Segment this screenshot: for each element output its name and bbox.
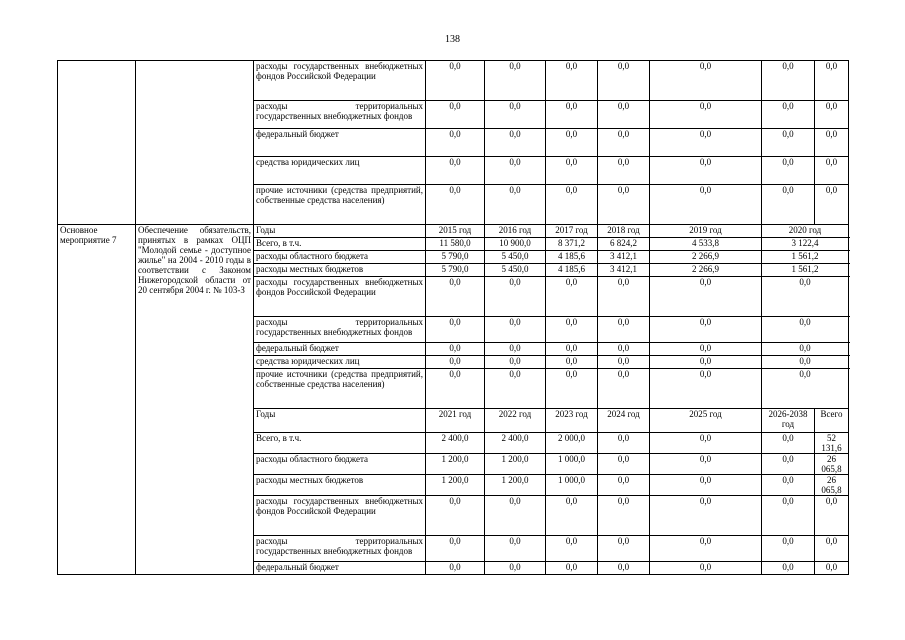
row-label: расходы областного бюджета [254, 251, 426, 264]
year-header: 2018 год [598, 225, 650, 238]
value-cell: 0,0 [546, 536, 598, 562]
value-cell: 0,0 [815, 61, 849, 101]
year-header: 2015 год [426, 225, 485, 238]
value-cell: 0,0 [598, 343, 650, 356]
value-cell: 5 790,0 [426, 264, 485, 277]
value-cell: 0,0 [650, 101, 762, 129]
value-cell: 0,0 [762, 536, 815, 562]
value-cell: 10 900,0 [485, 238, 546, 251]
value-cell: 0,0 [762, 475, 815, 496]
value-cell: 5 450,0 [485, 251, 546, 264]
value-cell: 0,0 [426, 536, 485, 562]
value-cell: 0,0 [762, 129, 815, 157]
value-cell: 0,0 [426, 369, 485, 409]
value-cell: 0,0 [598, 185, 650, 225]
value-cell: 0,0 [815, 562, 849, 575]
value-cell: 2 400,0 [485, 433, 546, 454]
value-cell: 0,0 [815, 536, 849, 562]
value-cell: 0,0 [650, 562, 762, 575]
value-cell: 0,0 [598, 157, 650, 185]
value-cell: 0,0 [546, 101, 598, 129]
value-cell: 0,0 [426, 343, 485, 356]
value-cell: 0,0 [598, 433, 650, 454]
value-cell: 0,0 [598, 496, 650, 536]
value-cell: 26 065,8 [815, 454, 849, 475]
value-cell: 0,0 [598, 101, 650, 129]
value-cell: 0,0 [426, 562, 485, 575]
value-cell: 0,0 [650, 343, 762, 356]
value-cell: 0,0 [546, 343, 598, 356]
value-cell: 0,0 [815, 157, 849, 185]
value-cell: 0,0 [650, 475, 762, 496]
value-cell: 0,0 [426, 356, 485, 369]
year-header: 2016 год [485, 225, 546, 238]
row-label: расходы территориальных государственных внебюджетных фондов [254, 101, 426, 129]
value-cell: 0,0 [650, 369, 762, 409]
value-cell: 0,0 [650, 356, 762, 369]
row-label: прочие источники (средства предприятий, собственные средства населения) [254, 185, 426, 225]
value-cell: 0,0 [426, 496, 485, 536]
row-label: федеральный бюджет [254, 343, 426, 356]
value-cell: 0,0 [650, 157, 762, 185]
value-cell: 26 065,8 [815, 475, 849, 496]
measure-name: Основное мероприятие 7 [58, 225, 136, 575]
row-label: расходы государственных внебюджетных фондов Российской Федерации [254, 61, 426, 101]
value-cell: 0,0 [426, 277, 485, 317]
value-cell: 0,0 [485, 277, 546, 317]
empty-cell [58, 61, 136, 225]
value-cell: 3 412,1 [598, 251, 650, 264]
value-cell: 0,0 [650, 433, 762, 454]
value-cell: 1 561,2 [762, 251, 849, 264]
value-cell: 0,0 [485, 101, 546, 129]
row-label: федеральный бюджет [254, 129, 426, 157]
row-label: средства юридических лиц [254, 157, 426, 185]
value-cell: 0,0 [546, 369, 598, 409]
value-cell: 0,0 [650, 454, 762, 475]
table-body [58, 61, 849, 575]
value-cell: 0,0 [650, 185, 762, 225]
year-header: 2020 год [762, 225, 849, 238]
value-cell: 0,0 [546, 157, 598, 185]
value-cell: 0,0 [762, 277, 849, 317]
row-label: расходы областного бюджета [254, 454, 426, 475]
value-cell: 4 185,6 [546, 264, 598, 277]
value-cell: 0,0 [485, 496, 546, 536]
table-row [58, 225, 849, 238]
year-header: 2019 год [650, 225, 762, 238]
value-cell: 0,0 [762, 157, 815, 185]
value-cell: 1 561,2 [762, 264, 849, 277]
value-cell: 0,0 [815, 496, 849, 536]
row-label: расходы местных бюджетов [254, 264, 426, 277]
funding-table [57, 60, 849, 575]
value-cell: 5 450,0 [485, 264, 546, 277]
value-cell: 0,0 [485, 356, 546, 369]
value-cell: 1 000,0 [546, 454, 598, 475]
value-cell: 2 000,0 [546, 433, 598, 454]
value-cell: 1 200,0 [485, 454, 546, 475]
year-header: Всего [815, 409, 849, 433]
value-cell: 0,0 [598, 61, 650, 101]
row-label: расходы территориальных государственных внебюджетных фондов [254, 536, 426, 562]
value-cell: 0,0 [546, 185, 598, 225]
years-label: Годы [254, 225, 426, 238]
value-cell: 0,0 [546, 562, 598, 575]
value-cell: 1 000,0 [546, 475, 598, 496]
value-cell: 0,0 [815, 101, 849, 129]
value-cell: 0,0 [650, 277, 762, 317]
value-cell: 0,0 [485, 369, 546, 409]
value-cell: 0,0 [598, 475, 650, 496]
value-cell: 0,0 [485, 157, 546, 185]
value-cell: 0,0 [762, 562, 815, 575]
value-cell: 0,0 [762, 454, 815, 475]
value-cell: 1 200,0 [426, 475, 485, 496]
value-cell: 0,0 [546, 356, 598, 369]
value-cell: 5 790,0 [426, 251, 485, 264]
year-header: 2021 год [426, 409, 485, 433]
value-cell: 2 266,9 [650, 264, 762, 277]
value-cell: 8 371,2 [546, 238, 598, 251]
value-cell: 0,0 [650, 61, 762, 101]
value-cell: 0,0 [426, 61, 485, 101]
value-cell: 0,0 [650, 129, 762, 157]
year-header: 2017 год [546, 225, 598, 238]
value-cell: 0,0 [485, 317, 546, 343]
value-cell: 2 400,0 [426, 433, 485, 454]
row-label: средства юридических лиц [254, 356, 426, 369]
value-cell: 0,0 [762, 433, 815, 454]
value-cell: 0,0 [762, 369, 849, 409]
value-cell: 0,0 [762, 496, 815, 536]
value-cell: 52 131,6 [815, 433, 849, 454]
value-cell: 0,0 [598, 356, 650, 369]
row-label: расходы государственных внебюджетных фондов Российской Федерации [254, 496, 426, 536]
value-cell: 0,0 [485, 185, 546, 225]
value-cell: 3 122,4 [762, 238, 849, 251]
row-label: расходы территориальных государственных внебюджетных фондов [254, 317, 426, 343]
row-label: прочие источники (средства предприятий, собственные средства населения) [254, 369, 426, 409]
value-cell: 0,0 [485, 61, 546, 101]
value-cell: 1 200,0 [426, 454, 485, 475]
value-cell: 0,0 [485, 536, 546, 562]
value-cell: 3 412,1 [598, 264, 650, 277]
value-cell: 0,0 [815, 185, 849, 225]
value-cell: 0,0 [546, 317, 598, 343]
value-cell: 0,0 [546, 61, 598, 101]
value-cell: 1 200,0 [485, 475, 546, 496]
value-cell: 0,0 [598, 129, 650, 157]
value-cell: 0,0 [650, 536, 762, 562]
value-cell: 4 185,6 [546, 251, 598, 264]
value-cell: 0,0 [762, 356, 849, 369]
value-cell: 0,0 [485, 562, 546, 575]
empty-cell [136, 61, 254, 225]
value-cell: 2 266,9 [650, 251, 762, 264]
value-cell: 0,0 [598, 454, 650, 475]
row-label: Всего, в т.ч. [254, 433, 426, 454]
value-cell: 0,0 [485, 129, 546, 157]
value-cell: 0,0 [546, 496, 598, 536]
years-label: Годы [254, 409, 426, 433]
year-header: 2022 год [485, 409, 546, 433]
row-label: расходы государственных внебюджетных фондов Российской Федерации [254, 277, 426, 317]
value-cell: 0,0 [650, 317, 762, 343]
value-cell: 0,0 [546, 277, 598, 317]
year-header: 2024 год [598, 409, 650, 433]
year-header: 2025 год [650, 409, 762, 433]
value-cell: 0,0 [426, 185, 485, 225]
measure-description: Обеспечение обязательств, принятых в рамках ОЦП "Молодой семье - доступное жилье" на 2004 - 2010 годы в соответствии с Законом Нижегородской области от 20 сентября 2004 г. № 103-З [136, 225, 254, 575]
row-label: Всего, в т.ч. [254, 238, 426, 251]
value-cell: 0,0 [598, 277, 650, 317]
value-cell: 6 824,2 [598, 238, 650, 251]
row-label: федеральный бюджет [254, 562, 426, 575]
year-header: 2026-2038 год [762, 409, 815, 433]
value-cell: 0,0 [546, 129, 598, 157]
value-cell: 0,0 [426, 317, 485, 343]
page-number: 138 [445, 34, 460, 45]
value-cell: 0,0 [762, 317, 849, 343]
year-header: 2023 год [546, 409, 598, 433]
value-cell: 0,0 [598, 317, 650, 343]
value-cell: 0,0 [426, 129, 485, 157]
value-cell: 11 580,0 [426, 238, 485, 251]
value-cell: 0,0 [762, 343, 849, 356]
value-cell: 0,0 [598, 369, 650, 409]
value-cell: 0,0 [598, 562, 650, 575]
value-cell: 0,0 [762, 185, 815, 225]
value-cell: 0,0 [815, 129, 849, 157]
row-label: расходы местных бюджетов [254, 475, 426, 496]
value-cell: 0,0 [762, 61, 815, 101]
value-cell: 4 533,8 [650, 238, 762, 251]
table-row [58, 61, 849, 101]
value-cell: 0,0 [426, 157, 485, 185]
value-cell: 0,0 [426, 101, 485, 129]
value-cell: 0,0 [650, 496, 762, 536]
value-cell: 0,0 [762, 101, 815, 129]
value-cell: 0,0 [485, 343, 546, 356]
value-cell: 0,0 [598, 536, 650, 562]
